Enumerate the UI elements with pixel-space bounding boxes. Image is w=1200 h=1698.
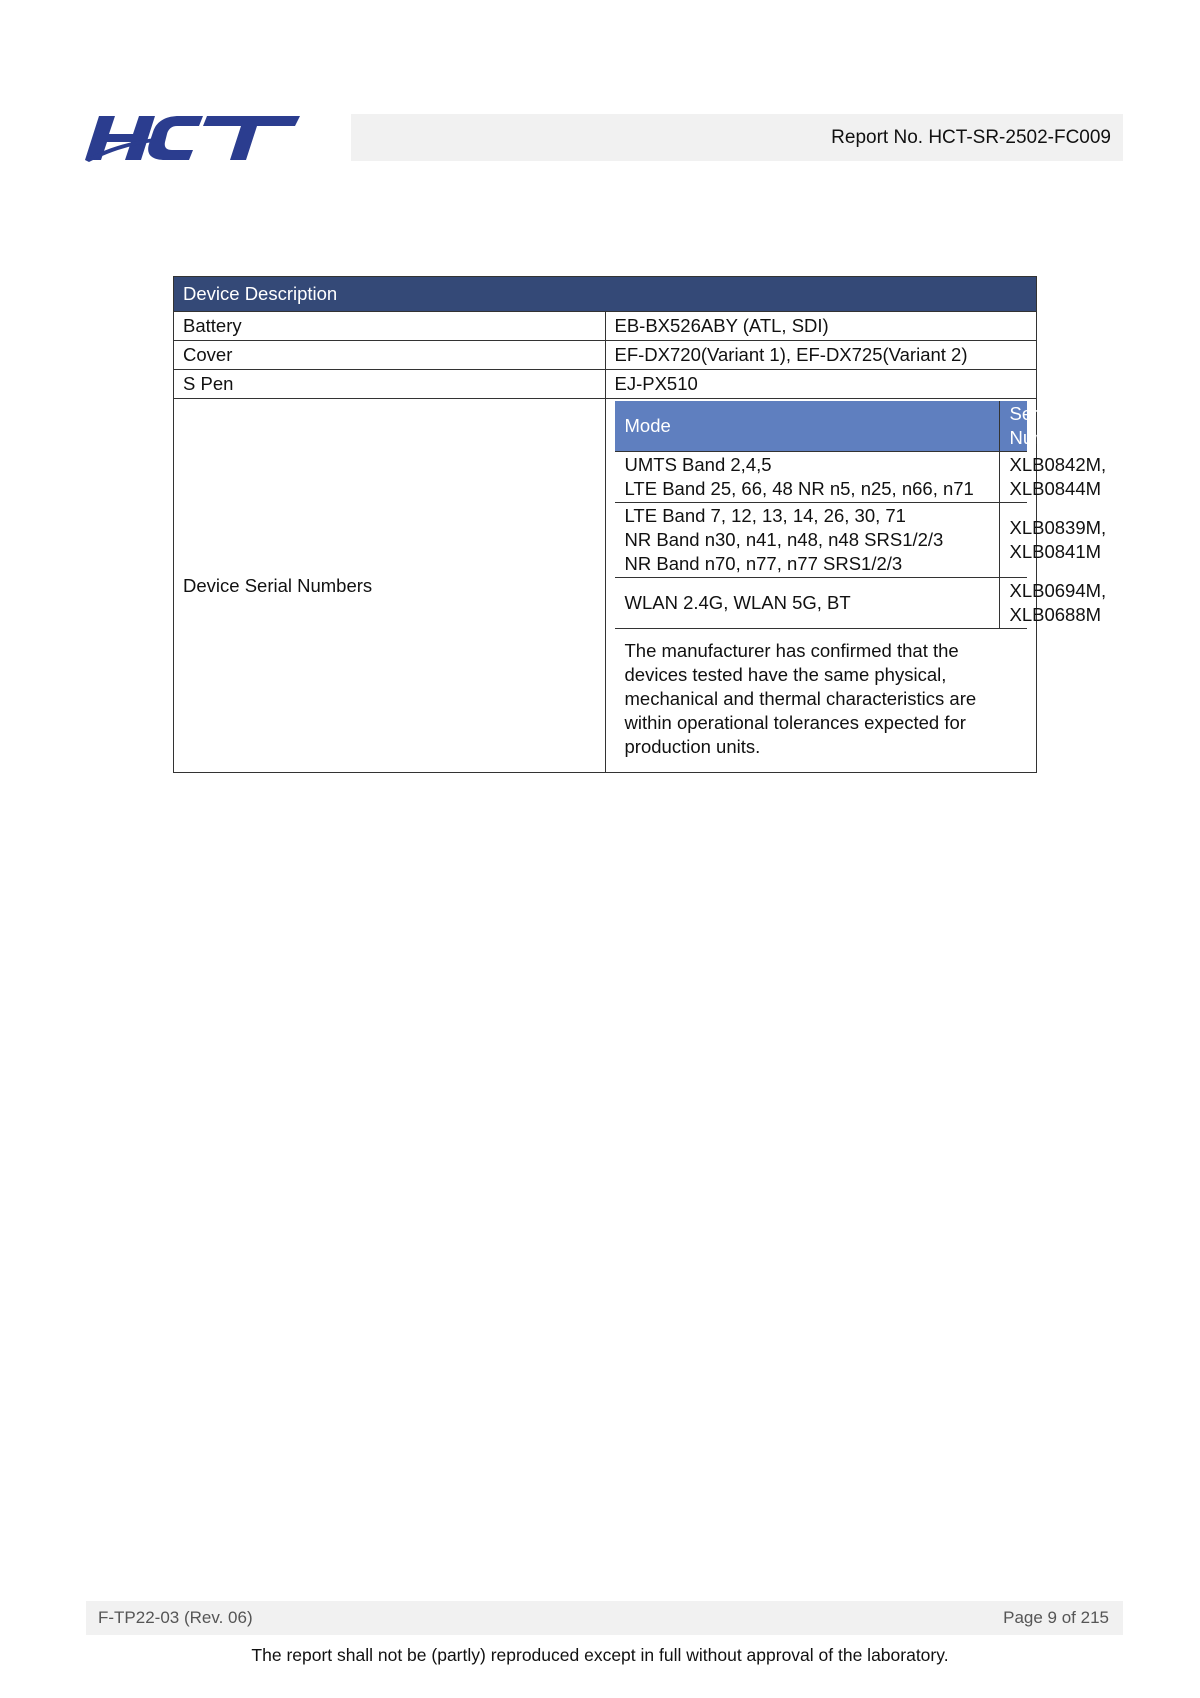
hct-logo	[85, 112, 300, 164]
device-description-table	[173, 276, 1107, 773]
mode-line: WLAN 2.4G, WLAN 5G, BT	[624, 592, 851, 613]
mode-cell	[615, 452, 1000, 503]
mode-line: NR Band n70, n77, n77 SRS1/2/3	[624, 553, 903, 574]
form-number: F-TP22-03 (Rev. 06)	[98, 1608, 253, 1627]
row-label-serials: Device Serial Numbers	[174, 399, 606, 773]
table-row	[174, 399, 1037, 773]
footer-bar	[86, 1601, 1123, 1635]
mode-line: UMTS Band 2,4,5	[624, 454, 772, 475]
manufacturer-note: The manufacturer has confirmed that the devices tested have the same physical, mechanical and thermal characteristics are within operational tolerances expected for production units.	[624, 640, 977, 757]
row-value-battery: EB-BX526ABY (ATL, SDI)	[605, 312, 1037, 341]
table-row	[174, 341, 1037, 370]
report-header-bar	[351, 114, 1123, 161]
serial-cell: XLB0694M, XLB0688M	[999, 578, 1027, 629]
row-value-spen: EJ-PX510	[605, 370, 1037, 399]
serial-row	[615, 578, 1028, 629]
report-number: Report No. HCT-SR-2502-FC009	[831, 127, 1111, 148]
mode-cell	[615, 578, 1000, 629]
col-header-serial: Serial Number	[999, 401, 1027, 452]
mode-line: LTE Band 25, 66, 48 NR n5, n25, n66, n71	[624, 478, 974, 499]
page-number: Page 9 of 215	[1003, 1608, 1109, 1627]
table-title: Device Description	[174, 277, 1037, 312]
serial-row	[615, 452, 1028, 503]
serial-cell: XLB0842M, XLB0844M	[999, 452, 1027, 503]
table-row	[174, 312, 1037, 341]
serial-row	[615, 503, 1028, 578]
serial-cell: XLB0839M, XLB0841M	[999, 503, 1027, 578]
disclaimer: The report shall not be (partly) reproduced except in full without approval of the laboratory.	[251, 1645, 949, 1665]
mode-cell	[615, 503, 1000, 578]
serials-cell	[605, 399, 1107, 773]
row-label-battery: Battery	[174, 312, 606, 341]
row-value-cover: EF-DX720(Variant 1), EF-DX725(Variant 2)	[605, 341, 1037, 370]
row-label-spen: S Pen	[174, 370, 606, 399]
row-label-cover: Cover	[174, 341, 606, 370]
mode-line: LTE Band 7, 12, 13, 14, 26, 30, 71	[624, 505, 906, 526]
table-row	[174, 370, 1037, 399]
mode-line: NR Band n30, n41, n48, n48 SRS1/2/3	[624, 529, 944, 550]
col-header-mode: Mode	[615, 401, 1000, 452]
serials-table	[615, 401, 1107, 770]
